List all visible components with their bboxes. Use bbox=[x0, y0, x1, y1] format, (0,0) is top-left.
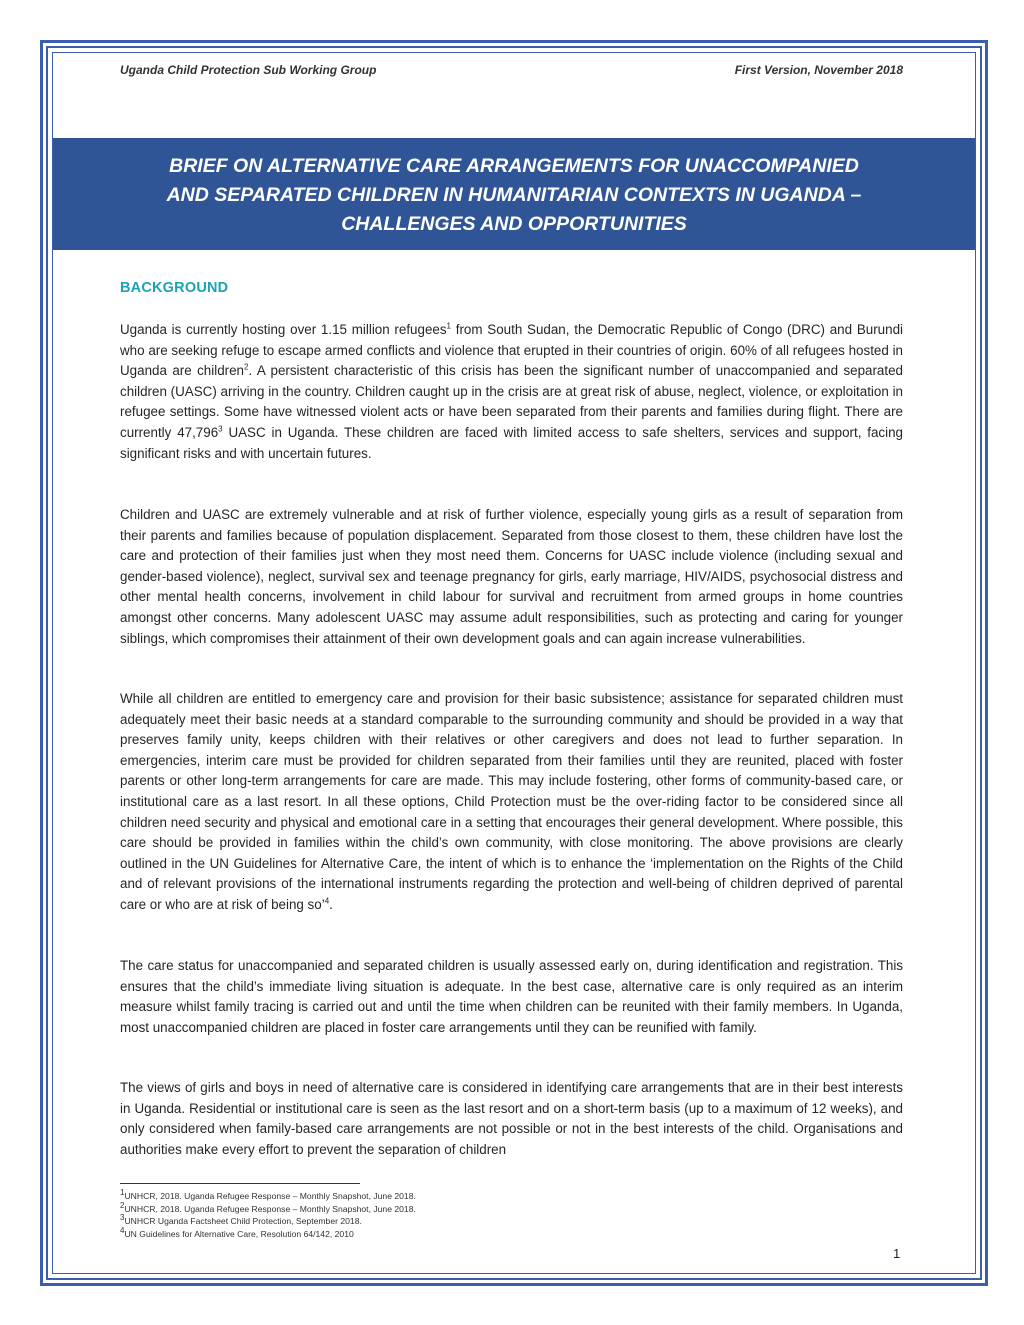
footnotes bbox=[120, 1190, 620, 1240]
paragraph-3 bbox=[120, 689, 903, 916]
paragraph-3-text: . bbox=[329, 896, 333, 912]
paragraph-4: The care status for unaccompanied and separated children is usually assessed early on, during identification and registration. This ensures that the child’s immediate living situation is adequate. In the best case, alternative care is only required as an interim measure whilst family tracing is carried out and until the time when children can be reunited with their family members. In Uganda, most unaccompanied children are placed in foster care arrangements until they can be reunified with family. bbox=[120, 958, 903, 1035]
paragraph-1-text: UASC in Uganda. These children are faced with limited access to safe shelters, services and support, facing significant risks and with uncertain futures. bbox=[120, 424, 903, 461]
running-header bbox=[120, 63, 903, 81]
paragraph-3-text: While all children are entitled to emergency care and provision for their basic subsistence; assistance for separated children must adequately meet their basic needs at a standard comparable to the surrounding community and should be provided in a way that preserves family unity, keeps children with their relatives or other caregivers and does not lead to further separation. In emergencies, interim care must be provided for children separated from their families until they are reunited, placed with foster parents or other long-term arrangements for care are made. This may include fostering, other forms of community-based care, or institutional care as a last resort. In all these options, Child Protection must be the over-riding factor to be considered since all children need security and physical and emotional care in a setting that encourages their general development. Where possible, this care should be provided in families within the child’s own community, with close monitoring. The above provisions are clearly outlined in the UN Guidelines for Alternative Care, the intent of which is to enhance the ‘implementation on the Rights of the Child and of relevant provisions of the international instruments regarding the protection and well-being of children deprived of parental care or who are at risk of being so’ bbox=[120, 691, 903, 912]
paragraph-1-text: . A persistent characteristic of this crisis has been the significant number of unaccompanied and separated children (UASC) arriving in the country. Children caught up in the crisis are at great risk of abuse, neglect, violence, or exploitation in refugee settings. Some have witnessed violent acts or have been separated from their parents and families during flight. There are currently 47,796 bbox=[120, 363, 903, 440]
paragraph-1-text: from South Sudan, the Democratic Republic of Congo (DRC) and Burundi who are seeking refuge to escape armed conflicts and violence that erupted in their countries of origin. 60% of all refugees hosted in Uganda are children bbox=[120, 322, 903, 379]
paragraph-1-text: Uganda is currently hosting over 1.15 million refugees bbox=[120, 322, 447, 337]
title-banner bbox=[53, 138, 975, 250]
footnote-ref-3: 3 bbox=[218, 424, 223, 434]
footnote-ref-2: 2 bbox=[244, 362, 249, 372]
footnote-2: $^2$UNHCR, 2018. Uganda Refugee Response – Monthly Snapshot, June 2018. bbox=[120, 1200, 416, 1214]
footnote-ref-4: 4 bbox=[324, 896, 330, 906]
footnote-3: $^3$UNHCR Uganda Factsheet Child Protection, September 2018. bbox=[120, 1213, 362, 1226]
section-heading-background: BACKGROUND bbox=[120, 280, 229, 296]
page-number: 1 bbox=[893, 1246, 901, 1261]
paragraph-5: The views of girls and boys in need of alternative care is considered in identifying care arrangements that are in their best interests in Uganda. Residential or institutional care is seen as the last resort and on a short-term basis (up to a maximum of 12 weeks), and only considered when family-based care arrangements are not possible or not in the best interests of the child. Organisations and authorities make every effort to prevent the separation of children bbox=[120, 1080, 903, 1157]
paragraph-1 bbox=[120, 320, 903, 464]
header-version: First Version, November 2018 bbox=[734, 63, 903, 77]
footnote-4: $^4$UN Guidelines for Alternative Care, Resolution 64/142, 2010 bbox=[120, 1225, 354, 1239]
document-title: BRIEF ON ALTERNATIVE CARE ARRANGEMENTS FOR UNACCOMPANIED AND SEPARATED CHILDREN IN HUMANITARIAN CONTEXTS IN UGANDA – CHALLENGES AND OPPORTUNITIES bbox=[166, 155, 862, 235]
footnote-ref-1: 1 bbox=[446, 321, 451, 331]
header-organization: Uganda Child Protection Sub Working Group bbox=[120, 63, 377, 77]
footnote-divider bbox=[120, 1183, 360, 1184]
paragraph-2: Children and UASC are extremely vulnerable and at risk of further violence, especially young girls as a result of separation from their parents and families because of population displacement. Separated from those closest to them, these children have lost the care and protection of their families just when they most need them. Concerns for UASC include violence (including sexual and gender-based violence), neglect, survival sex and teenage pregnancy for girls, early marriage, HIV/AIDS, psychosocial distress and other mental health concerns, involvement in child labour for survival and recruitment from armed groups in home countries amongst other concerns. Many adolescent UASC may assume adult responsibilities, such as protecting and caring for younger siblings, which compromises their attainment of their own development goals and can again increase vulnerabilities. bbox=[120, 507, 903, 646]
footnote-1: $^1$UNHCR, 2018. Uganda Refugee Response – Monthly Snapshot, June 2018. bbox=[120, 1188, 416, 1201]
